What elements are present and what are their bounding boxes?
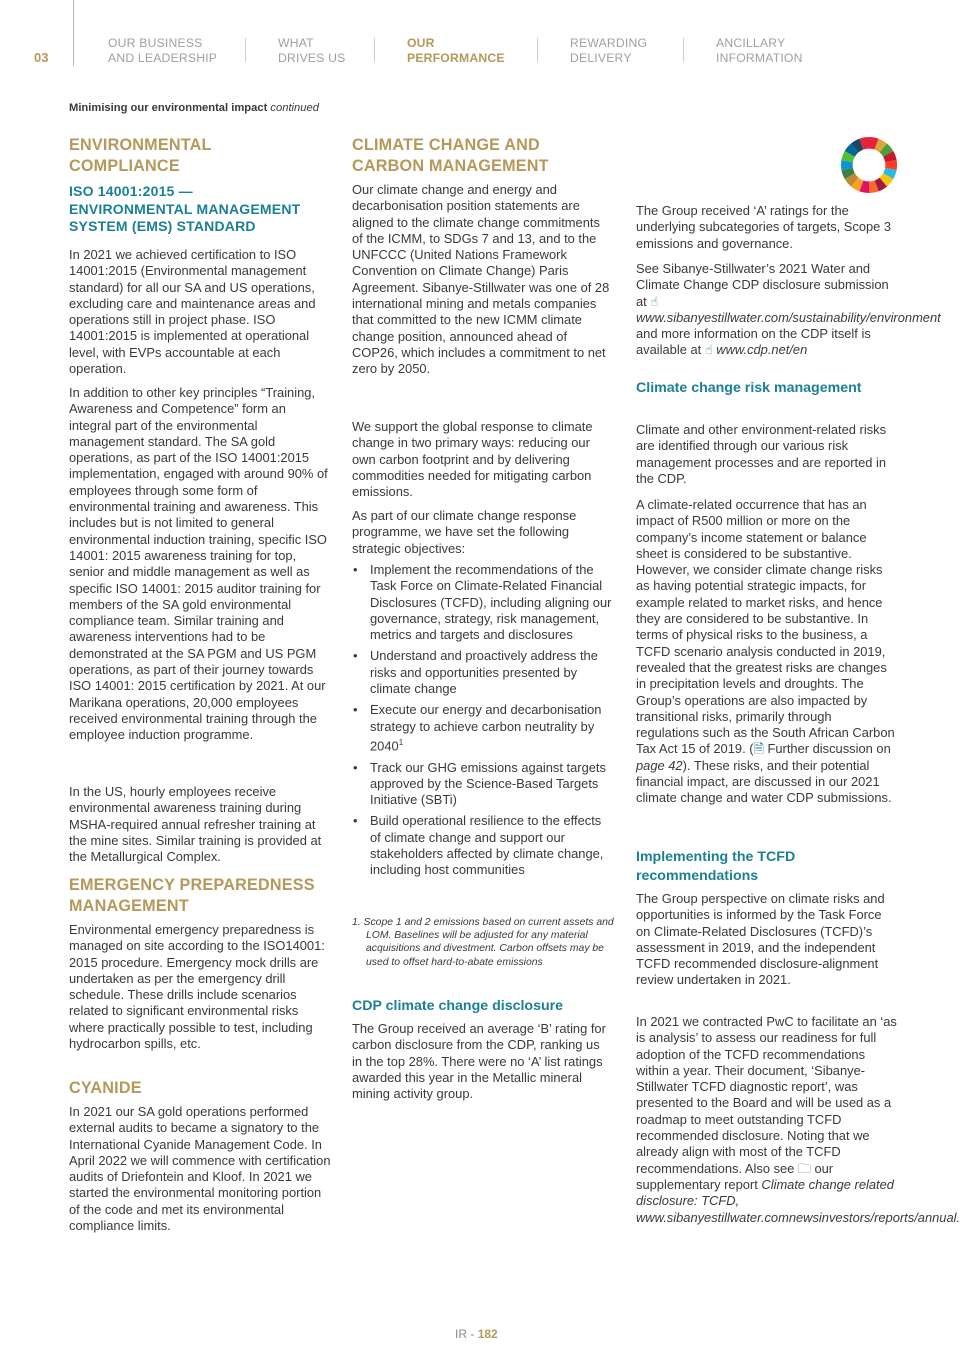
climate-paragraph-1: Our climate change and energy and decarbonisation position statements are aligned to the climate change commitments of the ICMM, to SDGs 7 and 13, and to the UNFCCC (United Nations Framework Convention on Climate Change) Paris Agreement. Sibanye-Stillwater was one of 28 international mining and metals companies that committed to the new ICMM climate change position, announced ahead of COP26, which includes a commitment to net zero by 2050. — [352, 182, 610, 377]
nav-label: OUR — [407, 36, 435, 50]
climate-heading: CLIMATE CHANGE AND CARBON MANAGEMENT — [352, 136, 549, 175]
objectives-list — [352, 562, 612, 879]
footnote-marker: 1 — [398, 737, 404, 747]
nav-label: DRIVES US — [278, 51, 346, 65]
emergency-paragraph: Environmental emergency preparedness is managed on site according to the ISO14001: 2015 procedure. Emergency mock drills are undertaken as per the emergency drill schedule. These drills include scenarios related to significant environmental risks where practically possible to test, including hydrocarbon spills, etc. — [69, 922, 325, 1052]
nav-separator — [537, 38, 538, 62]
env-compliance-heading: ENVIRONMENTAL COMPLIANCE — [69, 136, 212, 175]
iso-paragraph-2: In addition to other key principles “Training, Awareness and Competence” form an integral part of the environmental management standard. The SA gold operations, as part of the ISO 14001:2015 implementation, engaged with around 90% of employees through some form of environmental training and awareness. This includes but is not limited to general environmental induction training, specific ISO 14001: 2015 awareness training for top, senior and middle management as well as specific ISO 14001: 2015 auditor training for members of the SA gold environmental compliance team. Similar training and awareness interventions had to be demonstrated at the SA PGM and US PGM operations, as part of their journey towards ISO 14001: 2015 certification by 2021. At our Marikana operations, 20,000 employees received environmental training through the employee induction programme. — [69, 385, 328, 743]
page-42-link[interactable]: page 42 — [636, 757, 683, 773]
nav-separator — [374, 38, 375, 62]
nav-our-business[interactable] — [108, 36, 217, 66]
tcfd-paragraph-1: The Group perspective on climate risks and opportunities is informed by the Task Force on Climate-Related Disclosures (TCFD)’s assessment in 2019, and the independent TCFD recommended disclosure-alignment review undertaken in 2021. — [636, 891, 885, 988]
climate-paragraph-2: We support the global response to climate change in two primary ways: reducing our own carbon footprint and by delivering commodities needed for mitigating carbon emissions. — [352, 419, 593, 500]
nav-rewarding-delivery[interactable] — [570, 36, 647, 66]
climate-paragraph-3: As part of our climate change response programme, we have set the following strategic objectives: — [352, 508, 577, 556]
list-item: • Track our GHG emissions against targets approved by the Science-Based Targets Initiative (SBTi) — [352, 760, 612, 809]
nav-our-performance[interactable] — [407, 36, 505, 66]
cursor-hand-icon: ☝ — [704, 342, 713, 358]
nav-label: OUR BUSINESS — [108, 36, 203, 50]
cursor-hand-icon: ☝ — [650, 293, 659, 309]
nav-what-drives-us[interactable] — [278, 36, 346, 66]
cdp-heading: CDP climate change disclosure — [352, 998, 564, 1014]
iso-paragraph-3: In the US, hourly employees receive environmental awareness training during MSHA-required annual refresher training at the mine sites. Similar training is provided at the Metallurgical Complex. — [69, 784, 322, 865]
breadcrumb-title: Minimising our environmental impact — [69, 102, 268, 114]
emergency-heading: EMERGENCY PREPAREDNESS MANAGEMENT — [69, 876, 315, 915]
page-number: IR - 182 — [455, 1327, 498, 1341]
footnote: 1. Scope 1 and 2 emissions based on current assets and LOM. Baselines will be adjusted for any material acquisitions and divestment. Carbon offsets may be used to offset hard-to-abate emissions — [352, 917, 614, 968]
nav-separator — [245, 38, 246, 62]
iso-paragraph-1: In 2021 we achieved certification to ISO 14001:2015 (Environmental management standard) for all our SA and US operations, excluding care and maintenance areas and operations still in project phase. ISO 14001:2015 is implemented at operational level, with EVPs accountable at each operation. — [69, 247, 316, 377]
list-item: • Build operational resilience to the effects of climate change and support our stakeholders affected by climate change, including host communities — [352, 813, 612, 878]
nav-label: REWARDING — [570, 36, 648, 50]
nav-label: WHAT — [278, 36, 314, 50]
nav-ancillary-information[interactable] — [716, 36, 803, 66]
nav-label: AND LEADERSHIP — [108, 51, 218, 65]
cdp-link[interactable]: www.cdp.net/en — [716, 342, 808, 358]
breadcrumb — [69, 102, 319, 114]
folder-icon: 🗀 — [797, 1160, 811, 1176]
risk-paragraph-2: A climate-related occurrence that has an impact of R500 million or more on the company’s income statement or balance sheet is considered to be substantive. However, we consider climate change risks as having potential strategic impacts, for example related to market risks, and hence they are considered to be substantive. In terms of physical risks to the business, a TCFD scenario analysis conducted in 2019, revealed that the greatest risks are changes in precipitation levels and droughts. The Group’s operations are also impacted by transitional risks, primarily through regulations such as the South African Carbon Tax Act 15 of 2019. (🗎 Further discussion on page 42). These risks, and their potential financial impact, are discussed in our 2021 climate change and water CDP submissions. — [636, 497, 895, 806]
tcfd-paragraph-2: In 2021 we contracted PwC to facilitate an ‘as is analysis’ to assess our readiness for full adoption of the TCFD recommendations within a year. Their document, ‘Sibanye-Stillwater TCFD diagnostic report’, was presented to the Board and will be used as a roadmap to meet outstanding TCFD recommended disclosure. Noting that we already align with most of the TCFD recommendations. Also see 🗀 our supplementary report Climate change related disclosure: TCFD, www.sibanyestillwater.comnewsinvestors/reports/annual. — [636, 1014, 961, 1225]
iso-heading: ISO 14001:2015 — ENVIRONMENTAL MANAGEMENT SYSTEM (EMS) STANDARD — [69, 183, 301, 234]
header-divider — [73, 0, 74, 66]
chapter-number: 03 — [34, 50, 49, 65]
nav-label: PERFORMANCE — [407, 51, 505, 65]
cyanide-heading: CYANIDE — [69, 1079, 142, 1097]
sibanye-environment-link[interactable]: www.sibanyestillwater.com/sustainability/environment — [636, 309, 941, 325]
list-item: • Understand and proactively address the risks and opportunities presented by climate change — [352, 648, 612, 697]
nav-separator — [683, 38, 684, 62]
sdg-wheel-icon — [840, 136, 898, 194]
page-icon: 🗎 — [753, 741, 764, 757]
cdp-submission-paragraph: See Sibanye-Stillwater’s 2021 Water and Climate Change CDP disclosure submission at ☝ www.sibanyestillwater.com/sustainability/environment and more information on the CDP itself is available at ☝ www.cdp.net/en — [636, 261, 941, 358]
cdp-paragraph: The Group received an average ‘B’ rating for carbon disclosure from the CDP, ranking us in the top 28%. There were no ‘A’ list ratings awarded this year in the Metallic mineral mining activity group. — [352, 1021, 606, 1102]
risk-paragraph-1: Climate and other environment-related risks are identified through our various risk management processes and are reported in the CDP. — [636, 422, 887, 486]
risk-heading: Climate change risk management — [636, 380, 862, 396]
tcfd-heading: Implementing the TCFD recommendations — [636, 849, 796, 884]
nav-label: DELIVERY — [570, 51, 632, 65]
nav-label: ANCILLARY — [716, 36, 786, 50]
list-item: • Execute our energy and decarbonisation strategy to achieve carbon neutrality by 2040$^1$ — [352, 702, 612, 754]
nav-label: INFORMATION — [716, 51, 803, 65]
tcfd-report-link[interactable]: Climate change related disclosure: TCFD, www.sibanyestillwater.comnewsinvestors/reports/annual. — [636, 1176, 961, 1225]
cdp-ratings-paragraph: The Group received ‘A’ ratings for the underlying subcategories of targets, Scope 3 emissions and governance. — [636, 203, 892, 251]
list-item: • Implement the recommendations of the Task Force on Climate-Related Financial Disclosures (TCFD), including aligning our governance, strategy, risk management, metrics and targets and disclosures — [352, 562, 612, 643]
breadcrumb-suffix: continued — [270, 102, 319, 114]
cyanide-paragraph: In 2021 our SA gold operations performed external audits to became a signatory to the International Cyanide Management Code. In April 2022 we will commence with certification audits of Driefontein and Kloof. In 2021 we started the environmental monitoring portion of the code and met its environmental compliance limits. — [69, 1104, 331, 1234]
